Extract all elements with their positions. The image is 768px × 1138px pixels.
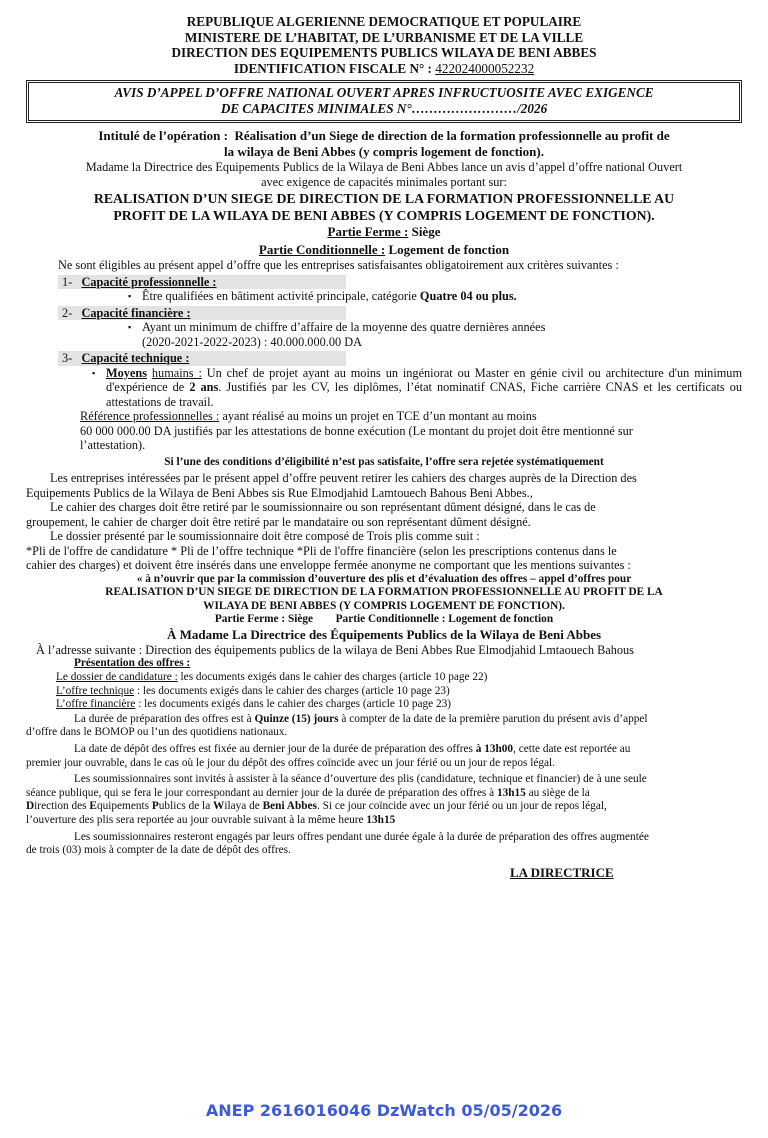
header-line-1: REPUBLIQUE ALGERIENNE DEMOCRATIQUE ET POPULAIRE xyxy=(186,14,582,29)
operation-title: Intitulé de l’opération : Réalisation d’un Siege de direction de la formation professionnelle au profit de la wilaya de Beni Abbes (y compris logement de fonction). xyxy=(98,128,670,159)
bullet-icon: ▪ xyxy=(92,367,96,378)
criterion-professional-text: ▪ Être qualifiées en bâtiment activité principale, catégorie Quatre 04 ou plus. xyxy=(128,289,517,303)
signature: LA DIRECTRICE xyxy=(510,864,614,880)
partie-ferme: Partie Ferme : Siège xyxy=(327,224,441,239)
anep-footer: ANEP 2616016046 DzWatch 05/05/2026 xyxy=(205,1101,563,1120)
body-text: Les entreprises intéressées par le présent appel d’offre peuvent retirer les cahiers des charges auprès de la Direction des Equipements Publics de la Wilaya de Beni Abbes sis Rue Elmodjahid Lamtouech Bahous Beni Abbes., Le cahier des charges doit être retiré par le soumissionnaire ou son représentant dûment désigné, dans le cas de groupement, le cahier de charger doit être retiré par le mandataire ou son représentant dûment désigné. Le dossier présenté par le soumissionnaire doit être composé de Trois plis comme suit : *Pli de l'offre de candidature * Pli de l’offre technique *Pli de l'offre financière (selon les prescriptions contenus dans le cahier des charges) et doivent être insérés dans une enveloppe fermée anonyme ne comportant que les mentions suivantes : xyxy=(26,471,637,573)
signature-block xyxy=(26,864,742,882)
technical-references: Référence professionnelles : ayant réalisé au moins un projet en TCE d’un montant au moins 60 000 000.00 DA justifiés par les attestations de bonne exécution (Le montant du projet doit être mentionné sur l’attestation). xyxy=(80,409,633,452)
offers-heading: Présentation des offres : xyxy=(74,657,191,670)
criterion-financial-text: ▪ Ayant un minimum de chiffre d’affaire de la moyenne des quatre dernières années (2020-2021-2022-2023) : 40.000.000.00 DA xyxy=(128,320,546,349)
notice-title-box xyxy=(26,80,742,123)
envelope-mention: « à n’ouvrir que par la commission d’ouverture des plis et d’évaluation des offres – appel d’offres pour REALISATION D’UN SIEGE DE DIRECTION DE LA FORMATION PROFESSIONNELLE AU PROFIT DE LA WILAYA DE BENI ABBES (Y COMPRIS LOGEMENT DE FONCTION). Partie Ferme : Siège Partie Conditionnelle : Logement de fonction xyxy=(105,572,663,626)
letterhead xyxy=(26,14,742,76)
criterion-professional: 1- Capacité professionnelle : xyxy=(26,275,742,290)
eligibility-intro: Ne sont éligibles au présent appel d’offre que les entreprises satisfaisantes obligatoirement aux critères suivantes : xyxy=(58,258,619,272)
eligibility-warning: Si l’une des conditions d’éligibilité n’est pas satisfaite, l’offre sera rejetée systématiquement xyxy=(164,455,604,468)
header-line-2: MINISTERE DE L’HABITAT, DE L’URBANISME ET DE LA VILLE xyxy=(184,29,584,45)
fiscal-id: IDENTIFICATION FISCALE N° : 422024000052232 xyxy=(233,60,535,76)
notice-page xyxy=(26,14,742,882)
notice-title-line-2: DE CAPACITES MINIMALES N°……………………/2026 xyxy=(220,101,548,116)
criterion-financial: 2- Capacité financière : xyxy=(26,306,742,321)
criterion-technical: 3- Capacité technique : xyxy=(26,351,742,366)
bullet-icon: ▪ xyxy=(128,322,132,332)
fiscal-id-value: 422024000052232 xyxy=(435,60,535,76)
project-title: REALISATION D’UN SIEGE DE DIRECTION DE LA FORMATION PROFESSIONNELLE AU PROFIT DE LA WILAYA DE BENI ABBES (Y COMPRIS LOGEMENT DE FONCTION). xyxy=(93,191,675,223)
notice-title-line-1: AVIS D’APPEL D’OFFRE NATIONAL OUVERT APRES INFRUCTUOSITE AVEC EXIGENCE xyxy=(114,85,654,100)
bullet-icon: ▪ xyxy=(128,291,132,301)
offer-technique: L’offre technique : les documents exigés dans le cahier des charges (article 10 page 23) xyxy=(56,684,450,697)
address: À l’adresse suivante : Direction des équipements publics de la wilaya de Beni Abbes Rue Elmodjahid Lmtaouech Bahous xyxy=(36,642,634,657)
partie-conditionnelle: Partie Conditionnelle : Logement de fonction xyxy=(258,242,510,257)
header-line-3: DIRECTION DES EQUIPEMENTS PUBLICS WILAYA DE BENI ABBES xyxy=(171,45,597,60)
intro-text: Madame la Directrice des Equipements Publics de la Wilaya de Beni Abbes lance un avis d’appel d’offre national Ouvert avec exigence de capacités minimales portant sur: xyxy=(85,160,683,189)
technical-moyens: ▪ Moyens humains : Un chef de projet ayant au moins un ingéniorat ou Master en génie civil ou architecture d'un minimum d'expérience de 2 ans. Justifiés par les CV, les diplômes, l’état nominatif CNAS, Fiche carrière CNAS et les certificats ou attestations de travail. xyxy=(92,365,743,409)
offers-list xyxy=(26,671,742,712)
offers-conditions: La durée de préparation des offres est à Quinze (15) jours à compter de la date de la première parution du présent avis d’appel d’offre dans le BOMOP ou l’un des quotidiens nationaux. La date de dépôt des offres est fixée au dernier jour de la durée de préparation des offres à 13h00, cette date est reportée au premier jour ouvrable, dans le cas où le jour du dépôt des offres coïncide avec un jour férié ou un jour de repos légal. Les soumissionnaires sont invités à assister à la séance d’ouverture des plis (candidature, technique et financier) de à une seule séance publique, qui se fera le jour correspondant au dernier jour de la durée de préparation des offres à 13h15 au siège de la Direction des Equipements Publics de la Wilaya de Beni Abbes. Si ce jour coïncide avec un jour férié ou un jour de repos légal, l’ouverture des plis sera reportée au jour ouvrable suivant à la même heure 13h15 Les soumissionnaires resteront engagés par leurs offres pendant une durée égale à la durée de préparation des offres augmentée de trois (03) mois à compter de la date de dépôt des offres. xyxy=(26,712,649,857)
offer-candidature: Le dossier de candidature : les documents exigés dans le cahier des charges (article 10 page 22) xyxy=(56,671,488,684)
addressee: À Madame La Directrice des Équipements Publics de la Wilaya de Beni Abbes xyxy=(166,626,602,642)
offer-financiere: L’offre financière : les documents exigés dans le cahier des charges (article 10 page 23) xyxy=(56,698,452,711)
